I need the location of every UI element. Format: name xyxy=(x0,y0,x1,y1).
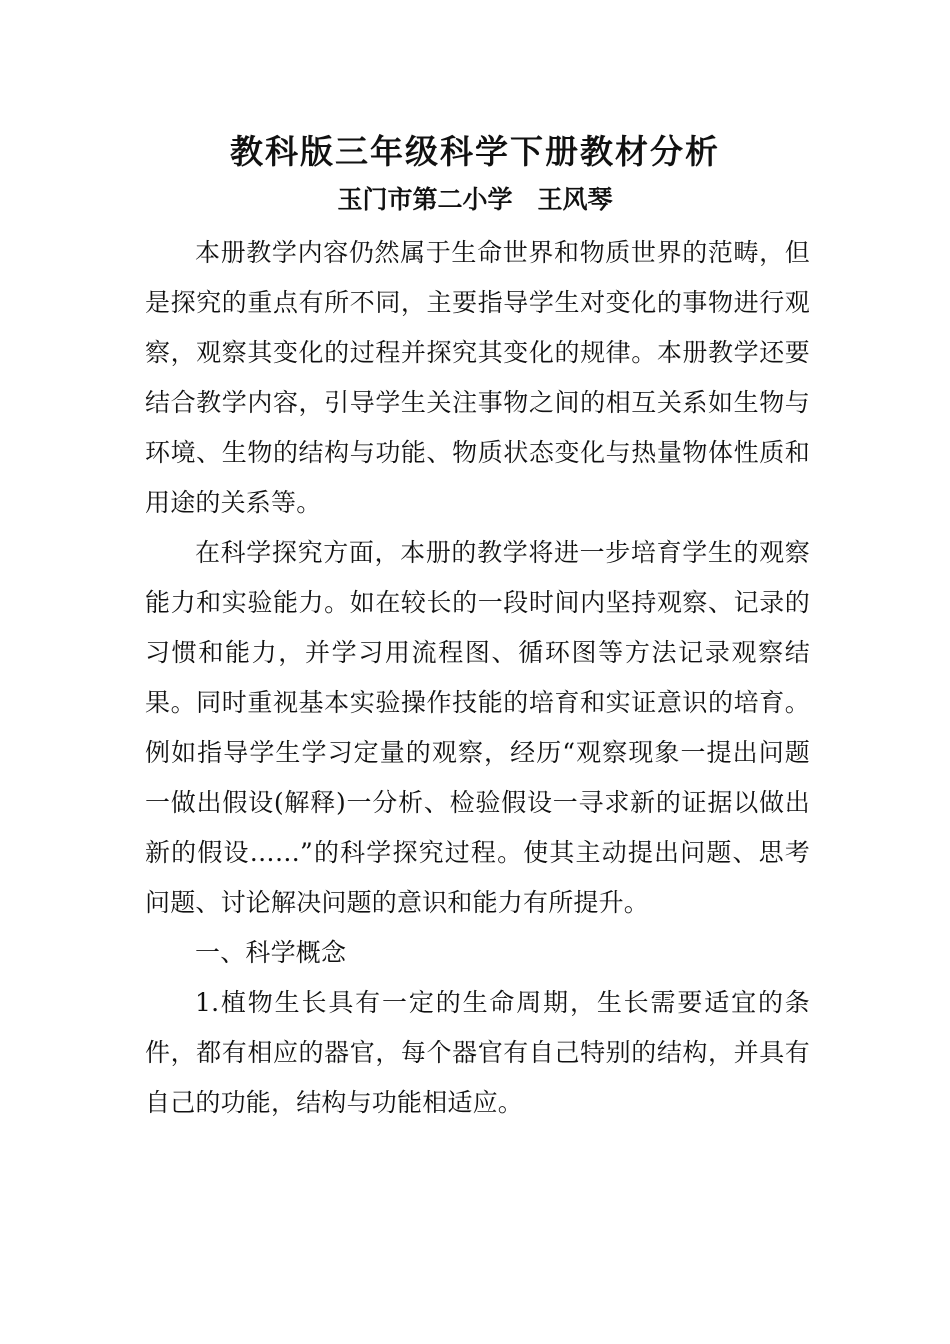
paragraph-intro: 本册教学内容仍然属于生命世界和物质世界的范畴，但是探究的重点有所不同，主要指导学生对变化的事物进行观察，观察其变化的过程并探究其变化的规律。本册教学还要结合教学内容，引导学生关注事物之间的相互关系如生物与环境、生物的结构与功能、物质状态变化与热量物体性质和用途的关系等。 xyxy=(145,238,810,517)
section-heading: 一、科学概念 xyxy=(195,938,347,967)
document-body xyxy=(145,228,810,1128)
paragraph-inquiry: 在科学探究方面，本册的教学将进一步培育学生的观察能力和实验能力。如在较长的一段时间内坚持观察、记录的习惯和能力，并学习用流程图、循环图等方法记录观察结果。同时重视基本实验操作技能的培育和实证意识的培育。例如指导学生学习定量的观察，经历“观察现象一提出问题一做出假设(解释)一分析、检验假设一寻求新的证据以做出新的假设……”的科学探究过程。使其主动提出问题、思考问题、讨论解决问题的意识和能力有所提升。 xyxy=(145,538,810,917)
document-title: 教科版三年级科学下册教材分析 xyxy=(230,132,720,171)
paragraph-concept-1: 1.植物生长具有一定的生命周期，生长需要适宜的条件，都有相应的器官，每个器官有自己特别的结构，并具有自己的功能，结构与功能相适应。 xyxy=(145,988,810,1117)
document-author: 玉门市第二小学 王风琴 xyxy=(337,185,613,214)
